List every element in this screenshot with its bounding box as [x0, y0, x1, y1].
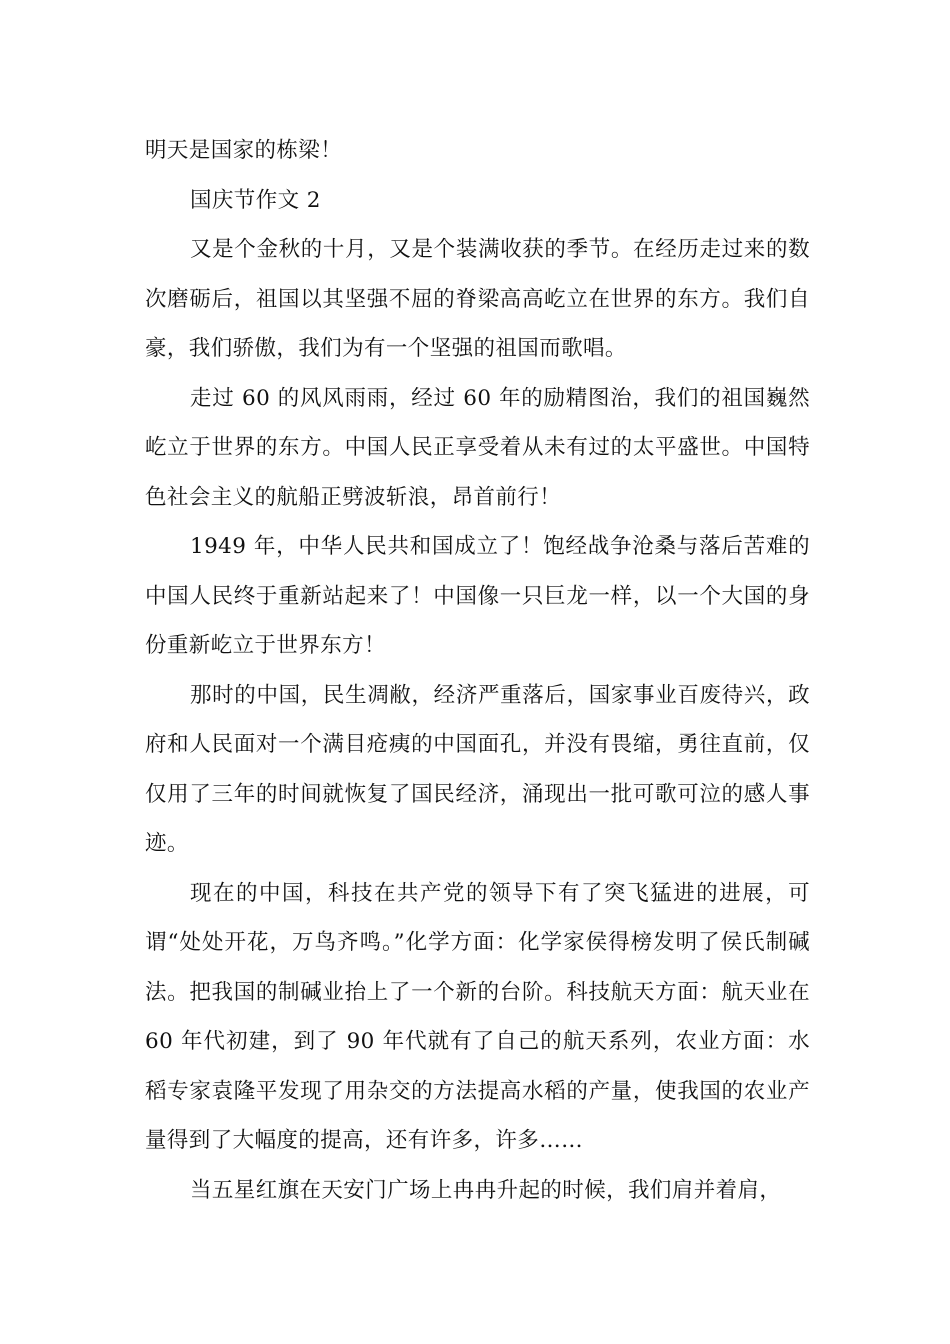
paragraph-continuation: 明天是国家的栋梁！: [145, 138, 343, 163]
paragraph: 又是个金秋的十月，又是个装满收获的季节。在经历走过来的数次磨砺后，祖国以其坚强不屈的脊梁高高屹立在世界的东方。我们自豪，我们骄傲，我们为有一个坚强的祖国而歌唱。: [145, 237, 810, 361]
essay-heading: 国庆节作文 2: [190, 187, 321, 213]
paragraph: 1949 年，中华人民共和国成立了！饱经战争沧桑与落后苦难的中国人民终于重新站起来了！中国像一只巨龙一样，以一个大国的身份重新屹立于世界东方！: [145, 534, 810, 658]
paragraph: 那时的中国，民生凋敝，经济严重落后，国家事业百废待兴，政府和人民面对一个满目疮痍的中国面孔，并没有畏缩，勇往直前，仅仅用了三年的时间就恢复了国民经济，涌现出一批可歌可泣的感人事迹。: [145, 682, 810, 856]
paragraph: 现在的中国，科技在共产党的领导下有了突飞猛进的进展，可谓“处处开花，万鸟齐鸣。”化学方面：化学家侯得榜发明了侯氏制碱法。把我国的制碱业抬上了一个新的台阶。科技航天方面：航天业在 60 年代初建，到了 90 年代就有了自己的航天系列，农业方面：水稻专家袁隆平发现了用杂交的方法提高水稻的产量，使我国的农业产量得到了大幅度的提高，还有许多，许多……: [145, 880, 810, 1153]
paragraph: 走过 60 的风风雨雨，经过 60 年的励精图治，我们的祖国巍然屹立于世界的东方。中国人民正享受着从未有过的太平盛世。中国特色社会主义的航船正劈波斩浪，昂首前行！: [145, 385, 810, 510]
paragraph: 当五星红旗在天安门广场上冉冉升起的时候，我们肩并着肩，: [190, 1177, 782, 1203]
